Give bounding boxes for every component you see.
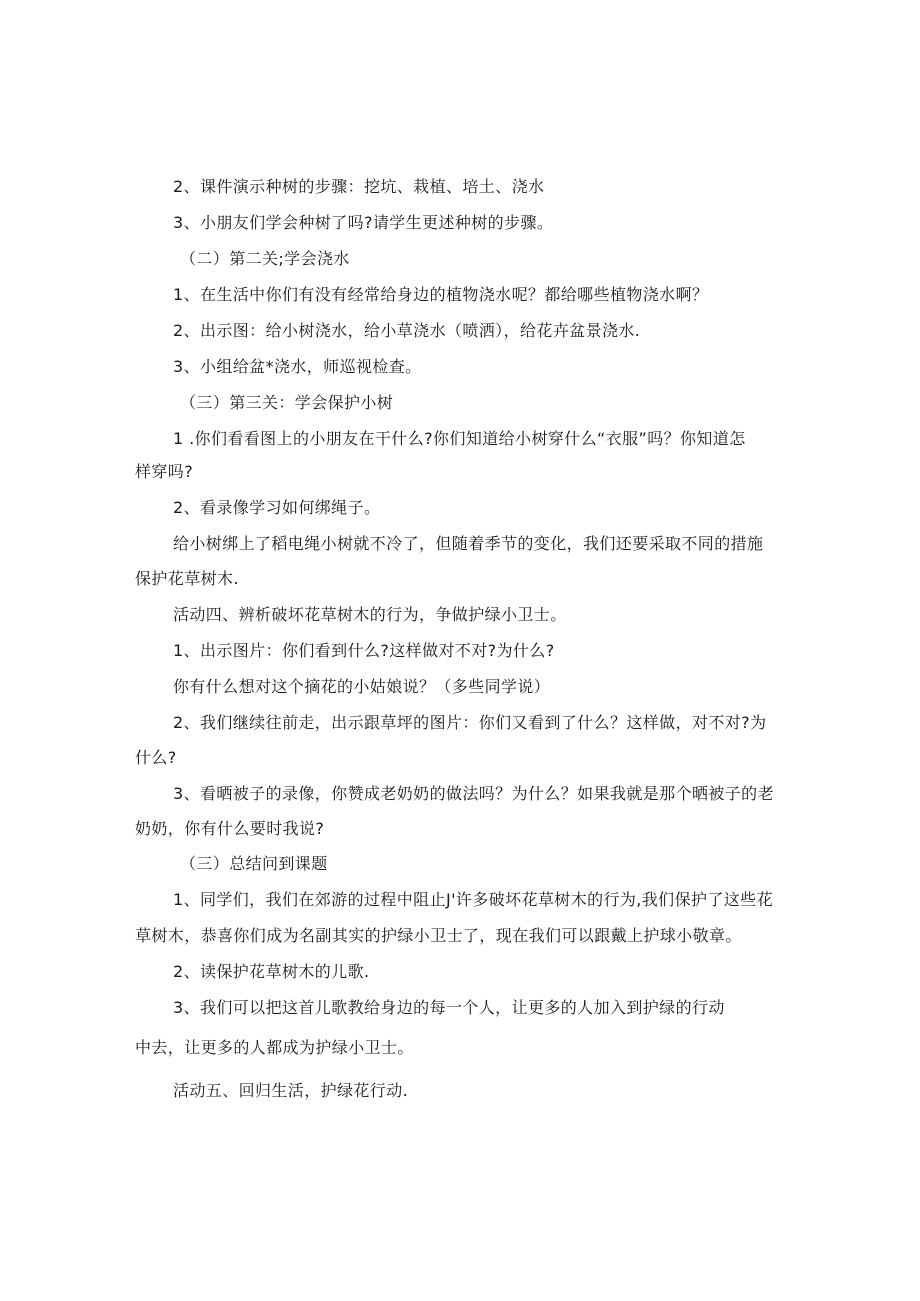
paragraph-line: 1、同学们，我们在郊游的过程中阻止J'许多破坏花草树木的行为,我们保护了这些花 [173, 890, 773, 909]
paragraph-line: 3、我们可以把这首儿歌教给身边的每一个人，让更多的人加入到护绿的行动 [173, 998, 725, 1017]
section-heading: （二）第二关;学会浇水 [180, 249, 350, 268]
activity-heading: 活动五、回归生活，护绿花行动. [173, 1081, 409, 1100]
paragraph-line-continued: 中去，让更多的人都成为护绿小卫士。 [135, 1038, 414, 1057]
paragraph-line: 3、小朋友们学会种树了吗?请学生更述种树的步骤。 [173, 213, 554, 232]
paragraph-line: 2、出示图：给小树浇水，给小草浇水（喷洒），给花卉盆景浇水. [173, 321, 641, 340]
paragraph-line: 3、看晒被子的录像，你赞成老奶奶的做法吗？为什么？如果我就是那个晒被子的老 [173, 784, 774, 803]
activity-heading: 活动四、辨析破坏花草树木的行为，争做护绿小卫士。 [173, 605, 567, 624]
paragraph-line: 2、看录像学习如何绑绳子。 [173, 498, 381, 517]
paragraph-line: 1、出示图片：你们看到什么?这样做对不对?为什么? [173, 641, 555, 660]
paragraph-line-continued: 奶奶，你有什么要时我说? [135, 819, 325, 838]
paragraph-line: 3、小组给盆*浇水，师巡视检查。 [173, 357, 422, 376]
paragraph-line: 2、课件演示种树的步骤：挖坑、栽植、培土、浇水 [173, 177, 545, 196]
section-heading: （三）第三关：学会保护小树 [180, 393, 394, 412]
paragraph-line: 1 .你们看看图上的小朋友在干什么?你们知道给小树穿什么“衣服”吗？你知道怎 [173, 429, 746, 448]
paragraph-line: 2、我们继续往前走，出示跟草坪的图片：你们又看到了什么？这样做，对不对?为 [173, 713, 767, 732]
paragraph-line: 你有什么想对这个摘花的小姑娘说？（多些同学说） [173, 677, 551, 696]
paragraph-line: 2、读保护花草树木的儿歌. [173, 962, 370, 981]
section-heading: （三）总结问到课题 [180, 854, 328, 873]
paragraph-line: 1、在生活中你们有没有经常给身边的植物浇水呢？都给哪些植物浇水啊？ [173, 285, 709, 304]
paragraph-line-continued: 什么? [135, 748, 177, 767]
paragraph-line-continued: 样穿吗? [135, 462, 194, 481]
paragraph-line-continued: 保护花草树木. [135, 569, 239, 588]
paragraph-line: 给小树绑上了稻电绳小树就不冷了，但随着季节的变化，我们还要采取不同的措施 [173, 534, 764, 553]
paragraph-line-continued: 草树木，恭喜你们成为名副其实的护绿小卫士了，现在我们可以跟戴上护球小敬章。 [135, 926, 742, 945]
